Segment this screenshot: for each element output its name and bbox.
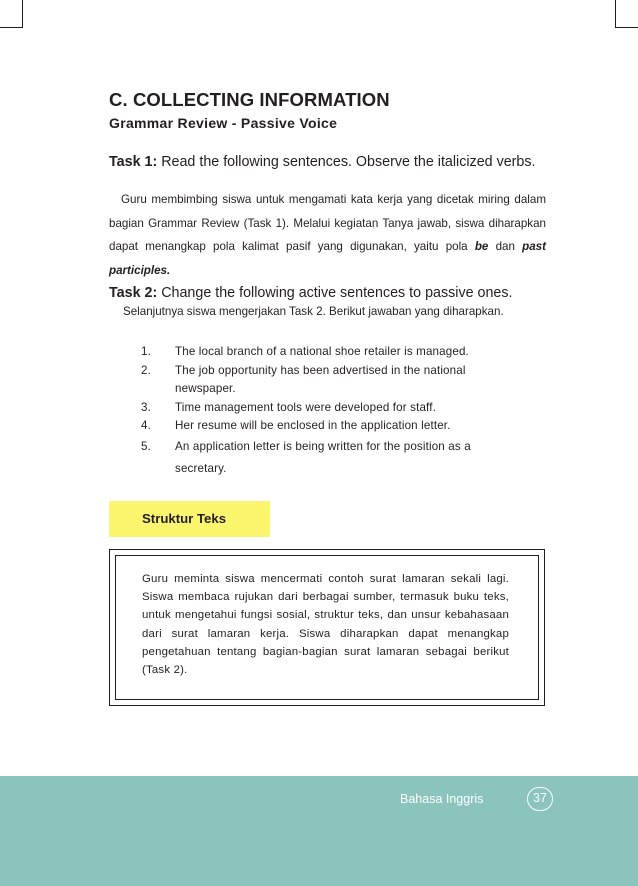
list-item (141, 343, 555, 362)
list-item (141, 399, 555, 418)
page-number: 37 (533, 791, 547, 805)
answer-text: The job opportunity has been advertised in the national newspaper. (175, 363, 466, 395)
answer-list (141, 343, 555, 480)
task2-line (109, 285, 513, 301)
answer-text: An application letter is being written for the position as a secretary. (175, 439, 471, 475)
crop-mark (0, 27, 22, 28)
crop-mark (615, 0, 616, 28)
task1-paragraph-connector: dan (495, 240, 515, 254)
answer-text: Time management tools were developed for staff. (175, 400, 436, 414)
book-name: Bahasa Inggris (400, 792, 484, 806)
term-be: be (474, 240, 489, 254)
task2-label: Task 2: (109, 285, 158, 301)
info-box-text: Guru meminta siswa mencermati contoh surat lamaran sekali lagi. Siswa membaca rujukan dari berbagai sumber, termasuk buku teks, untuk mengetahui fungsi sosial, struktur teks, dan unsur kebahasaan dari surat lamaran kerja. Siswa diharapkan dapat menangkap pengetahuan tentang bagian-bagian surat lamaran sebagai berikut (Task 2). (142, 573, 509, 677)
info-box (109, 549, 545, 706)
answer-text: The local branch of a national shoe retailer is managed. (175, 345, 469, 358)
task1-paragraph (109, 188, 546, 283)
list-item (141, 417, 555, 436)
answer-number: 1. (141, 345, 151, 358)
task1-instruction: Read the following sentences. Observe the italicized verbs. (161, 154, 536, 170)
answer-number: 2. (141, 363, 151, 377)
section-heading: C. COLLECTING INFORMATION (109, 89, 390, 110)
answer-number: 5. (141, 439, 151, 453)
task1-paragraph-text: Guru membimbing siswa untuk mengamati kata kerja yang dicetak miring dalam bagian Grammar Review (Task 1). Melalui kegiatan Tanya jawab, siswa diharapkan dapat menangkap pola kalimat pasif yang digunakan, yaitu pola (109, 193, 546, 254)
page-number-badge (527, 787, 553, 811)
crop-mark (616, 27, 638, 28)
struktur-teks-label: Struktur Teks (142, 511, 227, 526)
list-item (141, 436, 555, 480)
answer-text: Her resume will be enclosed in the application letter. (175, 419, 451, 432)
crop-mark (22, 0, 23, 28)
task1-label: Task 1: (109, 154, 158, 170)
task1-line (109, 154, 536, 170)
struktur-teks-banner (109, 501, 270, 537)
list-item (141, 362, 555, 399)
answer-number: 3. (141, 400, 151, 414)
section-subheading: Grammar Review - Passive Voice (109, 115, 338, 131)
task2-instruction: Change the following active sentences to passive ones. (161, 285, 513, 301)
task2-intro: Selanjutnya siswa mengerjakan Task 2. Berikut jawaban yang diharapkan. (123, 305, 504, 318)
term-past-participles: past participles. (109, 240, 546, 278)
answer-number: 4. (141, 419, 151, 432)
